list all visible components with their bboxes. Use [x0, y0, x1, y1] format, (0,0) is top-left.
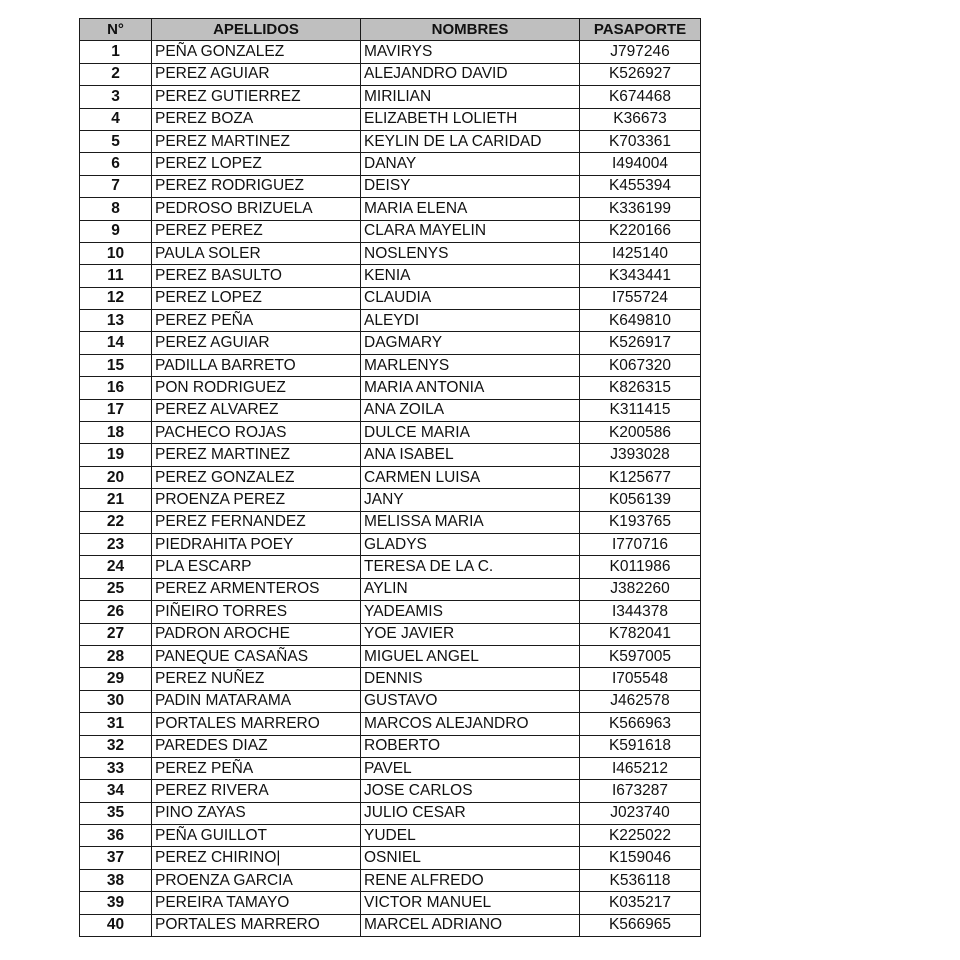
header-passport: PASAPORTE — [580, 19, 701, 41]
row-number: 8 — [80, 198, 152, 220]
row-passport: I673287 — [580, 780, 701, 802]
row-number: 36 — [80, 825, 152, 847]
row-passport: K649810 — [580, 310, 701, 332]
row-surnames: PEREZ RIVERA — [152, 780, 361, 802]
row-names: MIRILIAN — [361, 86, 580, 108]
table-row — [80, 354, 701, 376]
row-surnames: PROENZA GARCIA — [152, 869, 361, 891]
row-passport: K225022 — [580, 825, 701, 847]
row-names: GUSTAVO — [361, 690, 580, 712]
row-surnames: PEREZ FERNANDEZ — [152, 511, 361, 533]
row-names: YUDEL — [361, 825, 580, 847]
row-number: 14 — [80, 332, 152, 354]
row-passport: J023740 — [580, 802, 701, 824]
table-row — [80, 601, 701, 623]
row-number: 16 — [80, 377, 152, 399]
row-surnames: PEREZ MARTINEZ — [152, 130, 361, 152]
table-row — [80, 41, 701, 63]
row-surnames: PEREZ PEREZ — [152, 220, 361, 242]
row-passport: K035217 — [580, 892, 701, 914]
row-surnames: PEREZ LOPEZ — [152, 153, 361, 175]
row-number: 2 — [80, 63, 152, 85]
table-row — [80, 242, 701, 264]
table-row — [80, 332, 701, 354]
table-row — [80, 869, 701, 891]
row-surnames: PEREZ GONZALEZ — [152, 466, 361, 488]
table-row — [80, 556, 701, 578]
row-passport: K455394 — [580, 175, 701, 197]
row-passport: I425140 — [580, 242, 701, 264]
row-passport: K597005 — [580, 645, 701, 667]
table-row — [80, 287, 701, 309]
table-row — [80, 377, 701, 399]
row-number: 4 — [80, 108, 152, 130]
row-names: KEYLIN DE LA CARIDAD — [361, 130, 580, 152]
row-number: 35 — [80, 802, 152, 824]
table-row — [80, 735, 701, 757]
row-names: PAVEL — [361, 757, 580, 779]
row-surnames: PEREZ ALVAREZ — [152, 399, 361, 421]
header-number: N° — [80, 19, 152, 41]
row-surnames: PADILLA BARRETO — [152, 354, 361, 376]
row-names: CLARA MAYELIN — [361, 220, 580, 242]
table-row — [80, 802, 701, 824]
row-number: 21 — [80, 489, 152, 511]
row-surnames: PEREZ BASULTO — [152, 265, 361, 287]
row-surnames: PEREZ PEÑA — [152, 310, 361, 332]
row-passport: I344378 — [580, 601, 701, 623]
row-names: CLAUDIA — [361, 287, 580, 309]
row-number: 6 — [80, 153, 152, 175]
row-passport: K526917 — [580, 332, 701, 354]
row-names: MELISSA MARIA — [361, 511, 580, 533]
row-names: AYLIN — [361, 578, 580, 600]
row-number: 15 — [80, 354, 152, 376]
row-number: 38 — [80, 869, 152, 891]
row-surnames: PINO ZAYAS — [152, 802, 361, 824]
table-row — [80, 825, 701, 847]
table-row — [80, 175, 701, 197]
row-names: ALEYDI — [361, 310, 580, 332]
row-surnames: PEREZ LOPEZ — [152, 287, 361, 309]
row-number: 30 — [80, 690, 152, 712]
row-surnames: PEÑA GONZALEZ — [152, 41, 361, 63]
row-names: ANA ISABEL — [361, 444, 580, 466]
row-names: VICTOR MANUEL — [361, 892, 580, 914]
row-surnames: PADRON AROCHE — [152, 623, 361, 645]
row-surnames: PORTALES MARRERO — [152, 713, 361, 735]
row-passport: K703361 — [580, 130, 701, 152]
row-number: 29 — [80, 668, 152, 690]
row-passport: K193765 — [580, 511, 701, 533]
row-names: YADEAMIS — [361, 601, 580, 623]
row-number: 26 — [80, 601, 152, 623]
row-passport: J382260 — [580, 578, 701, 600]
table-row — [80, 63, 701, 85]
row-passport: K125677 — [580, 466, 701, 488]
row-names: MARIA ELENA — [361, 198, 580, 220]
row-names: MARCEL ADRIANO — [361, 914, 580, 936]
row-number: 39 — [80, 892, 152, 914]
table-row — [80, 466, 701, 488]
row-surnames: PORTALES MARRERO — [152, 914, 361, 936]
row-names: KENIA — [361, 265, 580, 287]
row-surnames: PEREZ NUÑEZ — [152, 668, 361, 690]
row-surnames: PEREZ BOZA — [152, 108, 361, 130]
row-passport: J462578 — [580, 690, 701, 712]
table-row — [80, 130, 701, 152]
row-surnames: PEREZ AGUIAR — [152, 332, 361, 354]
table-row — [80, 847, 701, 869]
table-row — [80, 198, 701, 220]
row-names: TERESA DE LA C. — [361, 556, 580, 578]
row-number: 1 — [80, 41, 152, 63]
row-passport: K159046 — [580, 847, 701, 869]
row-names: ANA ZOILA — [361, 399, 580, 421]
row-surnames: PEÑA GUILLOT — [152, 825, 361, 847]
row-names: MARIA ANTONIA — [361, 377, 580, 399]
table-row — [80, 310, 701, 332]
passport-roster-table — [79, 18, 701, 937]
row-names: JOSE CARLOS — [361, 780, 580, 802]
row-number: 11 — [80, 265, 152, 287]
table-row — [80, 533, 701, 555]
row-number: 19 — [80, 444, 152, 466]
row-surnames: PROENZA PEREZ — [152, 489, 361, 511]
row-surnames: PLA ESCARP — [152, 556, 361, 578]
row-passport: K336199 — [580, 198, 701, 220]
row-passport: K674468 — [580, 86, 701, 108]
table-row — [80, 399, 701, 421]
table-row — [80, 578, 701, 600]
row-number: 7 — [80, 175, 152, 197]
row-number: 17 — [80, 399, 152, 421]
row-names: JANY — [361, 489, 580, 511]
row-names: YOE JAVIER — [361, 623, 580, 645]
row-surnames: PEREZ RODRIGUEZ — [152, 175, 361, 197]
table-row — [80, 220, 701, 242]
row-surnames: PEDROSO BRIZUELA — [152, 198, 361, 220]
row-surnames: PON RODRIGUEZ — [152, 377, 361, 399]
table-header-row — [80, 19, 701, 41]
row-passport: K343441 — [580, 265, 701, 287]
row-passport: K056139 — [580, 489, 701, 511]
row-passport: J797246 — [580, 41, 701, 63]
row-number: 12 — [80, 287, 152, 309]
row-surnames: PEREIRA TAMAYO — [152, 892, 361, 914]
table-row — [80, 757, 701, 779]
row-passport: K36673 — [580, 108, 701, 130]
row-passport: I705548 — [580, 668, 701, 690]
row-names: JULIO CESAR — [361, 802, 580, 824]
row-number: 9 — [80, 220, 152, 242]
row-passport: K566963 — [580, 713, 701, 735]
row-names: MARCOS ALEJANDRO — [361, 713, 580, 735]
table-row — [80, 690, 701, 712]
row-passport: I755724 — [580, 287, 701, 309]
row-passport: K011986 — [580, 556, 701, 578]
row-passport: K826315 — [580, 377, 701, 399]
row-passport: K782041 — [580, 623, 701, 645]
row-names: ALEJANDRO DAVID — [361, 63, 580, 85]
row-passport: K566965 — [580, 914, 701, 936]
row-number: 28 — [80, 645, 152, 667]
row-passport: K200586 — [580, 422, 701, 444]
row-surnames: PEREZ CHIRINO| — [152, 847, 361, 869]
row-number: 25 — [80, 578, 152, 600]
table-row — [80, 623, 701, 645]
row-passport: I465212 — [580, 757, 701, 779]
row-number: 40 — [80, 914, 152, 936]
row-names: CARMEN LUISA — [361, 466, 580, 488]
row-number: 3 — [80, 86, 152, 108]
table-row — [80, 489, 701, 511]
row-names: DULCE MARIA — [361, 422, 580, 444]
row-passport: K526927 — [580, 63, 701, 85]
row-number: 32 — [80, 735, 152, 757]
row-passport: I770716 — [580, 533, 701, 555]
header-names: NOMBRES — [361, 19, 580, 41]
row-number: 27 — [80, 623, 152, 645]
table-row — [80, 914, 701, 936]
table-row — [80, 892, 701, 914]
table-row — [80, 86, 701, 108]
row-passport: K311415 — [580, 399, 701, 421]
row-surnames: PEREZ AGUIAR — [152, 63, 361, 85]
row-number: 24 — [80, 556, 152, 578]
row-surnames: PAREDES DIAZ — [152, 735, 361, 757]
row-passport: K220166 — [580, 220, 701, 242]
row-names: GLADYS — [361, 533, 580, 555]
table-row — [80, 444, 701, 466]
table-body — [80, 41, 701, 937]
row-number: 13 — [80, 310, 152, 332]
row-names: MARLENYS — [361, 354, 580, 376]
row-names: DAGMARY — [361, 332, 580, 354]
row-surnames: PANEQUE CASAÑAS — [152, 645, 361, 667]
row-names: DANAY — [361, 153, 580, 175]
row-names: MIGUEL ANGEL — [361, 645, 580, 667]
row-number: 34 — [80, 780, 152, 802]
row-number: 23 — [80, 533, 152, 555]
header-surnames: APELLIDOS — [152, 19, 361, 41]
row-surnames: PEREZ MARTINEZ — [152, 444, 361, 466]
table-row — [80, 422, 701, 444]
row-names: DENNIS — [361, 668, 580, 690]
row-number: 5 — [80, 130, 152, 152]
row-surnames: PADIN MATARAMA — [152, 690, 361, 712]
table-row — [80, 511, 701, 533]
row-number: 10 — [80, 242, 152, 264]
table-row — [80, 645, 701, 667]
row-number: 31 — [80, 713, 152, 735]
table-row — [80, 668, 701, 690]
row-surnames: PIÑEIRO TORRES — [152, 601, 361, 623]
row-surnames: PIEDRAHITA POEY — [152, 533, 361, 555]
row-surnames: PEREZ PEÑA — [152, 757, 361, 779]
row-number: 18 — [80, 422, 152, 444]
row-surnames: PACHECO ROJAS — [152, 422, 361, 444]
row-number: 37 — [80, 847, 152, 869]
row-passport: K067320 — [580, 354, 701, 376]
row-surnames: PEREZ GUTIERREZ — [152, 86, 361, 108]
row-names: DEISY — [361, 175, 580, 197]
row-names: NOSLENYS — [361, 242, 580, 264]
table-row — [80, 713, 701, 735]
row-passport: K536118 — [580, 869, 701, 891]
table-row — [80, 108, 701, 130]
row-surnames: PEREZ ARMENTEROS — [152, 578, 361, 600]
row-names: MAVIRYS — [361, 41, 580, 63]
row-names: ELIZABETH LOLIETH — [361, 108, 580, 130]
row-passport: I494004 — [580, 153, 701, 175]
row-surnames: PAULA SOLER — [152, 242, 361, 264]
row-passport: J393028 — [580, 444, 701, 466]
table-row — [80, 265, 701, 287]
table-row — [80, 780, 701, 802]
row-names: OSNIEL — [361, 847, 580, 869]
row-names: ROBERTO — [361, 735, 580, 757]
row-number: 22 — [80, 511, 152, 533]
row-names: RENE ALFREDO — [361, 869, 580, 891]
row-number: 20 — [80, 466, 152, 488]
row-number: 33 — [80, 757, 152, 779]
row-passport: K591618 — [580, 735, 701, 757]
table-row — [80, 153, 701, 175]
